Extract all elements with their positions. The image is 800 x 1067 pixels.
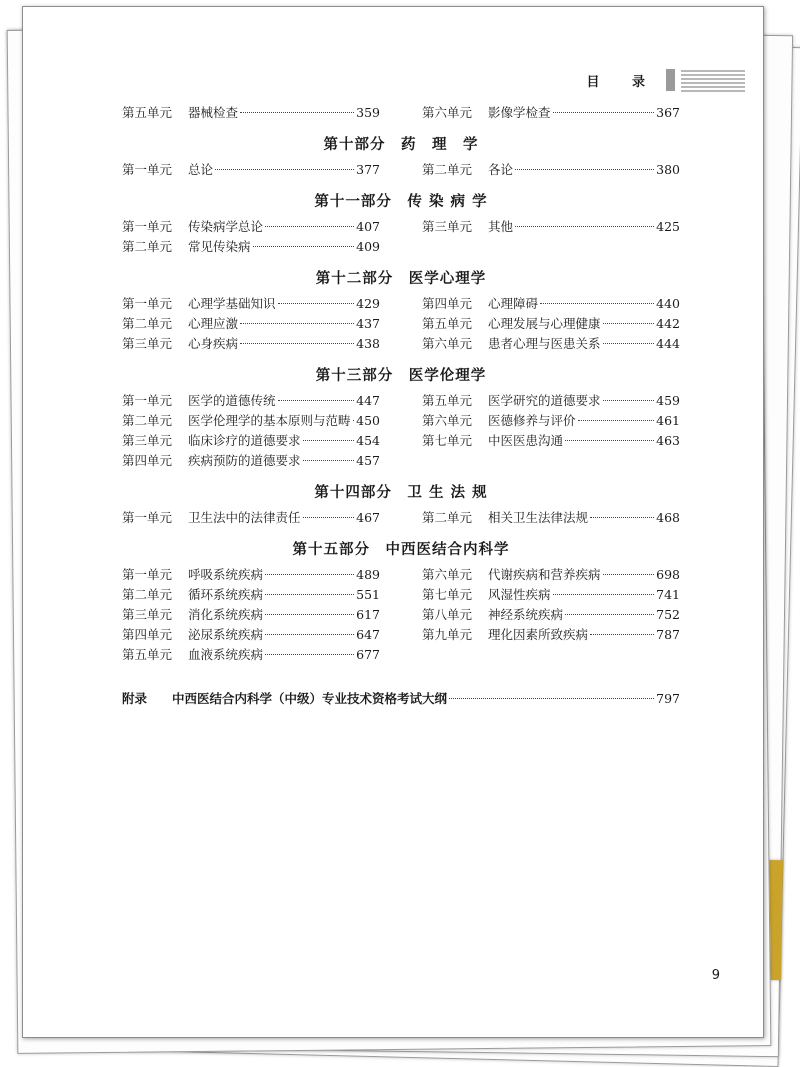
entry-unit: 第四单元 [422, 296, 473, 311]
entry-unit: 第一单元 [122, 219, 173, 234]
entry-title: 理化因素所致疾病 [488, 627, 589, 642]
dot-leader [603, 343, 655, 344]
entry-page: 459 [656, 393, 680, 408]
entry-title: 中医医患沟通 [488, 433, 564, 448]
entry-unit: 第一单元 [122, 296, 173, 311]
entry-title: 各论 [488, 162, 514, 177]
dot-leader [265, 654, 354, 655]
entry-unit: 第六单元 [422, 105, 473, 120]
toc-entry[interactable] [122, 237, 380, 257]
entry-title: 消化系统疾病 [188, 607, 264, 622]
entry-page: 463 [656, 433, 680, 448]
entry-title: 血液系统疾病 [188, 647, 264, 662]
toc-left-column [122, 160, 380, 180]
toc-top-rows [122, 103, 680, 123]
entry-title: 呼吸系统疾病 [188, 567, 264, 582]
entry-unit: 第六单元 [422, 336, 473, 351]
entry-unit: 第三单元 [122, 433, 173, 448]
entry-page: 468 [656, 510, 680, 525]
header-title: 目 录 [586, 75, 659, 90]
dot-leader [553, 112, 655, 113]
toc-entry[interactable] [122, 160, 380, 180]
toc-entry[interactable] [122, 625, 380, 645]
entry-title: 代谢疾病和营养疾病 [488, 567, 601, 582]
section-columns [122, 565, 680, 665]
entry-page: 367 [656, 105, 680, 120]
entry-title: 心理应激 [188, 316, 239, 331]
entry-title: 心身疾病 [188, 336, 239, 351]
section-title: 第十四部分 卫 生 法 规 [314, 484, 488, 501]
dot-leader [240, 343, 354, 344]
toc-right-column [422, 160, 680, 180]
toc-section [122, 364, 680, 471]
entry-unit: 第四单元 [122, 627, 173, 642]
toc-entry[interactable] [422, 103, 680, 123]
toc-entry[interactable] [122, 294, 380, 314]
dot-leader [603, 400, 655, 401]
toc-left-column [122, 217, 380, 257]
dot-leader [303, 460, 355, 461]
dot-leader [590, 634, 654, 635]
entry-title: 医学的道德传统 [188, 393, 276, 408]
entry-page: 444 [656, 336, 680, 351]
header-bar-decoration [666, 69, 675, 91]
toc-left-column [122, 103, 380, 123]
toc-entry[interactable] [122, 565, 380, 585]
toc-entry[interactable] [122, 508, 380, 528]
entry-unit: 第九单元 [422, 627, 473, 642]
dot-leader [265, 226, 354, 227]
section-columns [122, 391, 680, 471]
toc-entry[interactable] [422, 605, 680, 625]
table-of-contents [122, 103, 680, 709]
toc-entry[interactable] [122, 411, 380, 431]
header-lines-decoration [681, 70, 745, 92]
toc-entry[interactable] [422, 508, 680, 528]
section-title: 第十五部分 中西医结合内科学 [292, 541, 510, 558]
section-columns [122, 160, 680, 180]
entry-unit: 第二单元 [122, 413, 173, 428]
entry-page: 380 [656, 162, 680, 177]
entry-page: 467 [356, 510, 380, 525]
dot-leader [303, 517, 355, 518]
section-columns [122, 508, 680, 528]
entry-page: 454 [356, 433, 380, 448]
dot-leader [240, 112, 354, 113]
toc-right-column [422, 217, 680, 257]
toc-section [122, 481, 680, 528]
entry-title: 患者心理与医患关系 [488, 336, 601, 351]
dot-leader [353, 420, 355, 421]
entry-title: 器械检查 [188, 105, 239, 120]
dot-leader [515, 169, 654, 170]
toc-entry[interactable] [422, 217, 680, 237]
entry-page: 698 [656, 567, 680, 582]
entry-title: 临床诊疗的道德要求 [188, 433, 301, 448]
toc-entry[interactable] [122, 103, 380, 123]
section-title: 第十一部分 传 染 病 学 [314, 193, 488, 210]
toc-sections [122, 133, 680, 665]
entry-title: 心理发展与心理健康 [488, 316, 601, 331]
entry-unit: 第五单元 [422, 393, 473, 408]
section-title: 第十二部分 医学心理学 [315, 270, 487, 287]
page-number: 9 [711, 968, 720, 983]
appendix-entry[interactable] [122, 689, 680, 709]
entry-unit: 第六单元 [422, 567, 473, 582]
entry-title: 其他 [488, 219, 514, 234]
dot-leader [253, 246, 355, 247]
dot-leader [515, 226, 654, 227]
toc-left-column [122, 565, 380, 665]
toc-section [122, 538, 680, 665]
entry-page: 440 [656, 296, 680, 311]
entry-title: 影像学检查 [488, 105, 551, 120]
entry-unit: 第二单元 [422, 162, 473, 177]
entry-title: 风湿性疾病 [488, 587, 551, 602]
page-header [23, 69, 763, 93]
entry-page: 457 [356, 453, 380, 468]
entry-page: 647 [356, 627, 380, 642]
toc-entry[interactable] [122, 314, 380, 334]
entry-title: 医学研究的道德要求 [488, 393, 601, 408]
entry-unit: 第二单元 [122, 239, 173, 254]
entry-title: 神经系统疾病 [488, 607, 564, 622]
entry-page: 407 [356, 219, 380, 234]
entry-unit: 第三单元 [122, 336, 173, 351]
appendix-page: 797 [656, 691, 680, 706]
toc-entry[interactable] [422, 294, 680, 314]
dot-leader [215, 169, 354, 170]
entry-page: 447 [356, 393, 380, 408]
entry-title: 心理障碍 [488, 296, 539, 311]
dot-leader [565, 440, 654, 441]
entry-unit: 第二单元 [122, 316, 173, 331]
entry-title: 相关卫生法律法规 [488, 510, 589, 525]
toc-entry[interactable] [422, 585, 680, 605]
toc-entry[interactable] [422, 411, 680, 431]
entry-page: 359 [356, 105, 380, 120]
entry-page: 438 [356, 336, 380, 351]
entry-title: 泌尿系统疾病 [188, 627, 264, 642]
toc-right-column [422, 508, 680, 528]
entry-page: 425 [656, 219, 680, 234]
toc-entry[interactable] [422, 431, 680, 451]
entry-page: 551 [356, 587, 380, 602]
dot-leader [578, 420, 655, 421]
section-title: 第十三部分 医学伦理学 [315, 367, 487, 384]
entry-page: 741 [656, 587, 680, 602]
dot-leader [553, 594, 655, 595]
entry-unit: 第五单元 [122, 105, 173, 120]
appendix-title: 中西医结合内科学（中级）专业技术资格考试大纲 [172, 691, 448, 706]
entry-page: 752 [656, 607, 680, 622]
entry-page: 409 [356, 239, 380, 254]
entry-unit: 第五单元 [422, 316, 473, 331]
section-columns [122, 217, 680, 257]
entry-unit: 第一单元 [122, 567, 173, 582]
toc-entry[interactable] [122, 334, 380, 354]
dot-leader [265, 574, 354, 575]
toc-entry[interactable] [122, 217, 380, 237]
dot-leader [449, 698, 654, 699]
entry-unit: 第七单元 [422, 433, 473, 448]
entry-page: 787 [656, 627, 680, 642]
entry-page: 461 [656, 413, 680, 428]
entry-title: 总论 [188, 162, 214, 177]
dot-leader [303, 440, 355, 441]
toc-right-column [422, 565, 680, 665]
toc-entry[interactable] [422, 391, 680, 411]
entry-title: 医学伦理学的基本原则与范畴 [188, 413, 351, 428]
toc-entry[interactable] [122, 645, 380, 665]
dot-leader [565, 614, 654, 615]
toc-section [122, 190, 680, 257]
toc-entry[interactable] [422, 565, 680, 585]
toc-entry[interactable] [122, 391, 380, 411]
entry-title: 循环系统疾病 [188, 587, 264, 602]
toc-left-column [122, 391, 380, 471]
entry-unit: 第一单元 [122, 510, 173, 525]
entry-page: 489 [356, 567, 380, 582]
entry-page: 442 [656, 316, 680, 331]
toc-right-column [422, 294, 680, 354]
dot-leader [278, 400, 355, 401]
dot-leader [540, 303, 654, 304]
dot-leader [603, 574, 655, 575]
entry-unit: 第一单元 [122, 393, 173, 408]
toc-left-column [122, 508, 380, 528]
dot-leader [603, 323, 655, 324]
entry-page: 377 [356, 162, 380, 177]
toc-entry[interactable] [122, 431, 380, 451]
toc-entry[interactable] [422, 160, 680, 180]
entry-unit: 第三单元 [122, 607, 173, 622]
entry-unit: 第六单元 [422, 413, 473, 428]
dot-leader [265, 634, 354, 635]
entry-unit: 第八单元 [422, 607, 473, 622]
entry-page: 617 [356, 607, 380, 622]
toc-right-column [422, 103, 680, 123]
entry-title: 医德修养与评价 [488, 413, 576, 428]
toc-entry[interactable] [422, 625, 680, 645]
toc-entry[interactable] [122, 605, 380, 625]
toc-entry[interactable] [422, 314, 680, 334]
entry-unit: 第二单元 [122, 587, 173, 602]
toc-section [122, 133, 680, 180]
entry-unit: 第三单元 [422, 219, 473, 234]
entry-page: 429 [356, 296, 380, 311]
entry-unit: 第二单元 [422, 510, 473, 525]
entry-unit: 第五单元 [122, 647, 173, 662]
entry-page: 450 [356, 413, 380, 428]
entry-unit: 第一单元 [122, 162, 173, 177]
entry-page: 677 [356, 647, 380, 662]
toc-entry[interactable] [122, 585, 380, 605]
section-title: 第十部分 药 理 学 [323, 136, 479, 153]
toc-section [122, 267, 680, 354]
appendix-label: 附录 [122, 691, 148, 706]
dot-leader [278, 303, 355, 304]
toc-left-column [122, 294, 380, 354]
entry-unit: 第四单元 [122, 453, 173, 468]
dot-leader [265, 594, 354, 595]
entry-page: 437 [356, 316, 380, 331]
entry-title: 疾病预防的道德要求 [188, 453, 301, 468]
entry-title: 常见传染病 [188, 239, 251, 254]
dot-leader [590, 517, 654, 518]
entry-title: 心理学基础知识 [188, 296, 276, 311]
dot-leader [240, 323, 354, 324]
section-columns [122, 294, 680, 354]
entry-unit: 第七单元 [422, 587, 473, 602]
toc-entry[interactable] [422, 334, 680, 354]
toc-entry[interactable] [122, 451, 380, 471]
entry-title: 卫生法中的法律责任 [188, 510, 301, 525]
entry-title: 传染病学总论 [188, 219, 264, 234]
dot-leader [265, 614, 354, 615]
toc-right-column [422, 391, 680, 471]
